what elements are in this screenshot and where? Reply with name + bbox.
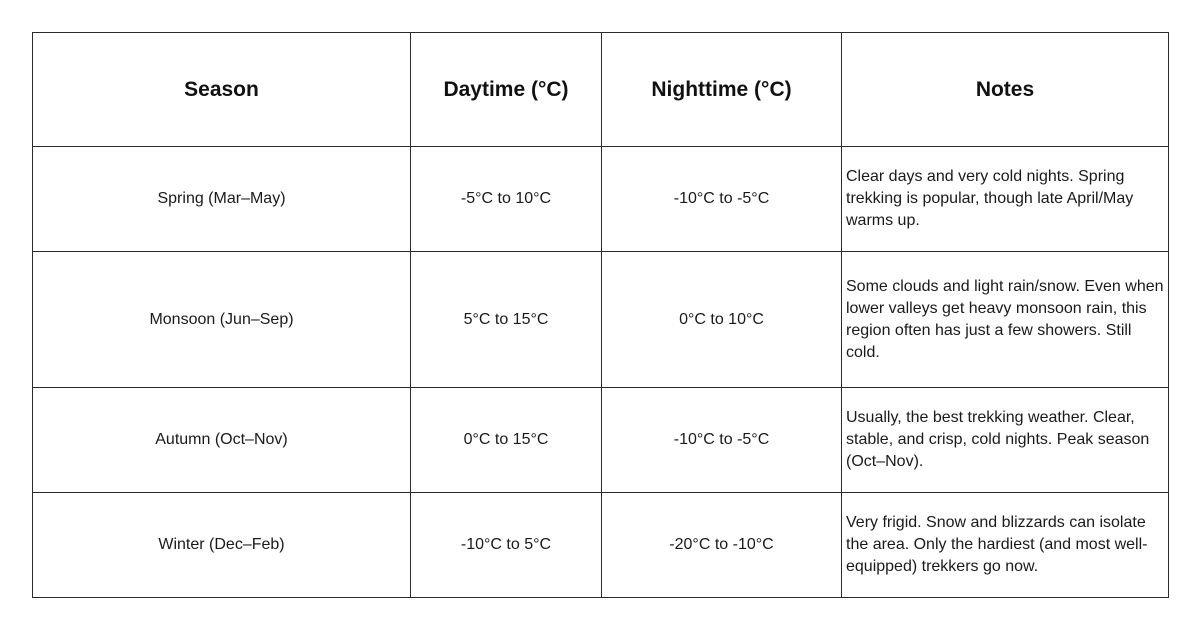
table-row [33,147,1169,252]
table-header-row [33,33,1169,147]
daytime-cell: -5°C to 10°C [411,147,602,252]
notes-cell: Very frigid. Snow and blizzards can isolate the area. Only the hardiest (and most well-equipped) trekkers go now. [842,493,1169,598]
table-row [33,493,1169,598]
daytime-cell: 0°C to 15°C [411,388,602,493]
nighttime-cell: 0°C to 10°C [602,252,842,388]
season-cell: Spring (Mar–May) [33,147,411,252]
column-header-notes: Notes [842,33,1169,147]
column-header-daytime: Daytime (°C) [411,33,602,147]
season-cell: Autumn (Oct–Nov) [33,388,411,493]
column-header-season: Season [33,33,411,147]
season-cell: Monsoon (Jun–Sep) [33,252,411,388]
column-header-nighttime: Nighttime (°C) [602,33,842,147]
daytime-cell: 5°C to 15°C [411,252,602,388]
table-row [33,252,1169,388]
temperature-table [32,32,1169,598]
table-row [33,388,1169,493]
nighttime-cell: -10°C to -5°C [602,388,842,493]
nighttime-cell: -10°C to -5°C [602,147,842,252]
notes-cell: Clear days and very cold nights. Spring trekking is popular, though late April/May warms up. [842,147,1169,252]
notes-cell: Some clouds and light rain/snow. Even when lower valleys get heavy monsoon rain, this region often has just a few showers. Still cold. [842,252,1169,388]
nighttime-cell: -20°C to -10°C [602,493,842,598]
notes-cell: Usually, the best trekking weather. Clear, stable, and crisp, cold nights. Peak season (Oct–Nov). [842,388,1169,493]
season-cell: Winter (Dec–Feb) [33,493,411,598]
daytime-cell: -10°C to 5°C [411,493,602,598]
